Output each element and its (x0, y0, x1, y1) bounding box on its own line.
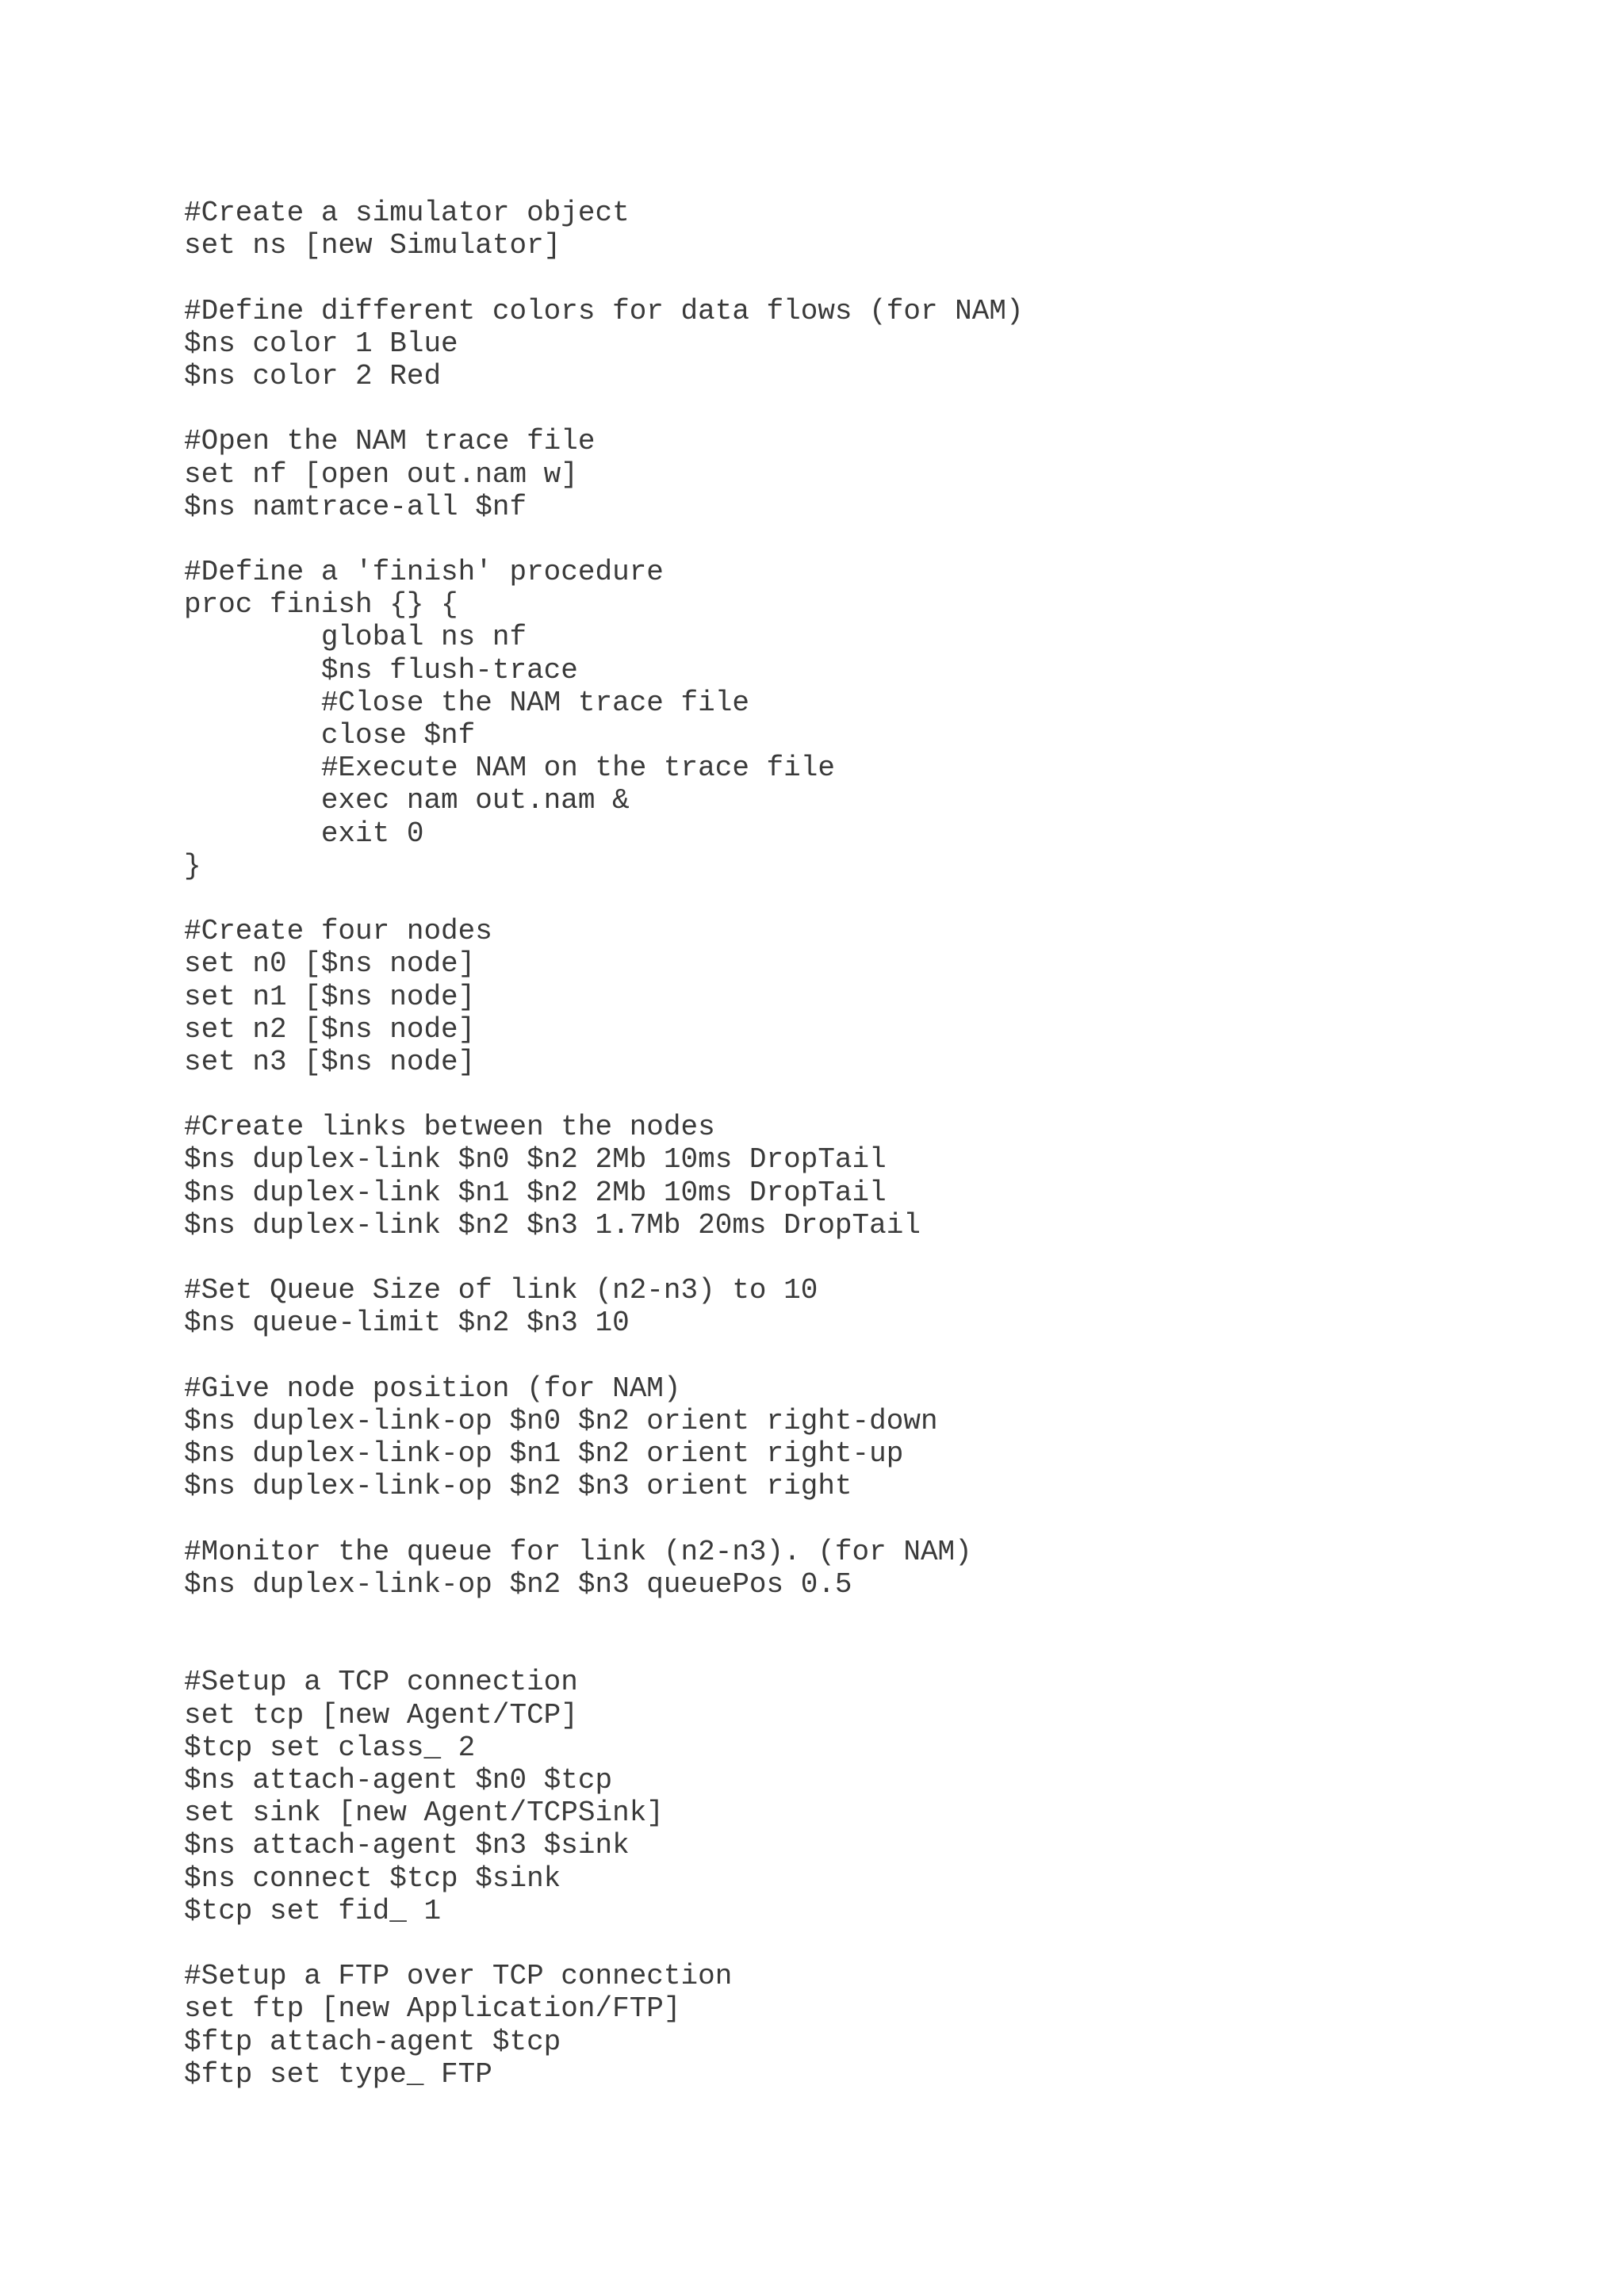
code-line: #Execute NAM on the trace file (184, 752, 835, 785)
code-line: #Create links between the nodes (184, 1111, 715, 1144)
code-line: set ns [new Simulator] (184, 229, 561, 262)
code-line: $ns duplex-link-op $n0 $n2 orient right-down (184, 1404, 938, 1437)
code-line: set n3 [$ns node] (184, 1045, 476, 1078)
code-line: $ns duplex-link-op $n2 $n3 orient right (184, 1470, 852, 1503)
code-line: #Create a simulator object (184, 197, 630, 229)
code-line (184, 523, 1024, 556)
code-line: $ns flush-trace (184, 653, 578, 687)
code-line (184, 882, 1024, 915)
code-line: set ftp [new Application/FTP] (184, 1992, 681, 2026)
code-line: #Give node position (for NAM) (184, 1372, 681, 1405)
code-line: $ftp set type_ FTP (184, 2057, 492, 2091)
code-line: exit 0 (184, 817, 424, 850)
code-line (184, 1078, 1024, 1111)
code-line: $ns attach-agent $n0 $tcp (184, 1764, 613, 1797)
code-line: #Close the NAM trace file (184, 686, 749, 719)
code-line: #Setup a FTP over TCP connection (184, 1960, 733, 1993)
code-line (184, 1601, 1024, 1633)
code-line (184, 262, 1024, 294)
code-line (184, 1927, 1024, 1960)
code-line: $ns color 1 Blue (184, 327, 458, 360)
code-line: $ns duplex-link-op $n2 $n3 queuePos 0.5 (184, 1567, 852, 1601)
code-line: $ns connect $tcp $sink (184, 1862, 561, 1895)
code-line: #Monitor the queue for link (n2-n3). (for NAM) (184, 1535, 972, 1568)
code-line: $ns attach-agent $n3 $sink (184, 1829, 630, 1862)
code-line: $ftp attach-agent $tcp (184, 2025, 561, 2058)
code-line (184, 1633, 1024, 1666)
code-line: set sink [new Agent/TCPSink] (184, 1797, 664, 1830)
code-line: close $nf (184, 719, 476, 752)
code-line: #Define a 'finish' procedure (184, 556, 664, 589)
code-line: $ns color 2 Red (184, 359, 442, 392)
code-line: $ns duplex-link-op $n1 $n2 orient right-up (184, 1437, 904, 1471)
code-line: $ns queue-limit $n2 $n3 10 (184, 1307, 630, 1340)
code-line (184, 392, 1024, 425)
code-line: $ns duplex-link $n0 $n2 2Mb 10ms DropTail (184, 1143, 887, 1177)
code-line: #Set Queue Size of link (n2-n3) to 10 (184, 1274, 818, 1307)
code-line: #Setup a TCP connection (184, 1666, 578, 1699)
code-listing (184, 197, 1024, 2091)
code-line: global ns nf (184, 621, 527, 654)
code-line (184, 1242, 1024, 1274)
code-line (184, 1340, 1024, 1372)
code-line: exec nam out.nam & (184, 784, 630, 817)
code-line: set nf [open out.nam w] (184, 457, 578, 491)
code-line: set n2 [$ns node] (184, 1012, 476, 1046)
code-line (184, 1503, 1024, 1536)
code-line: $tcp set class_ 2 (184, 1731, 476, 1764)
code-line: $ns duplex-link $n1 $n2 2Mb 10ms DropTail (184, 1176, 887, 1209)
code-line: $ns duplex-link $n2 $n3 1.7Mb 20ms DropTail (184, 1208, 921, 1242)
code-line: #Open the NAM trace file (184, 425, 596, 458)
code-line: set tcp [new Agent/TCP] (184, 1698, 578, 1732)
code-line: } (184, 849, 201, 882)
code-line: $ns namtrace-all $nf (184, 490, 527, 523)
code-line: set n0 [$ns node] (184, 947, 476, 981)
code-line: #Define different colors for data flows (for NAM) (184, 294, 1024, 327)
code-line: set n1 [$ns node] (184, 980, 476, 1013)
code-line: $tcp set fid_ 1 (184, 1894, 442, 1927)
code-line: proc finish {} { (184, 588, 458, 622)
code-line: #Create four nodes (184, 915, 492, 948)
